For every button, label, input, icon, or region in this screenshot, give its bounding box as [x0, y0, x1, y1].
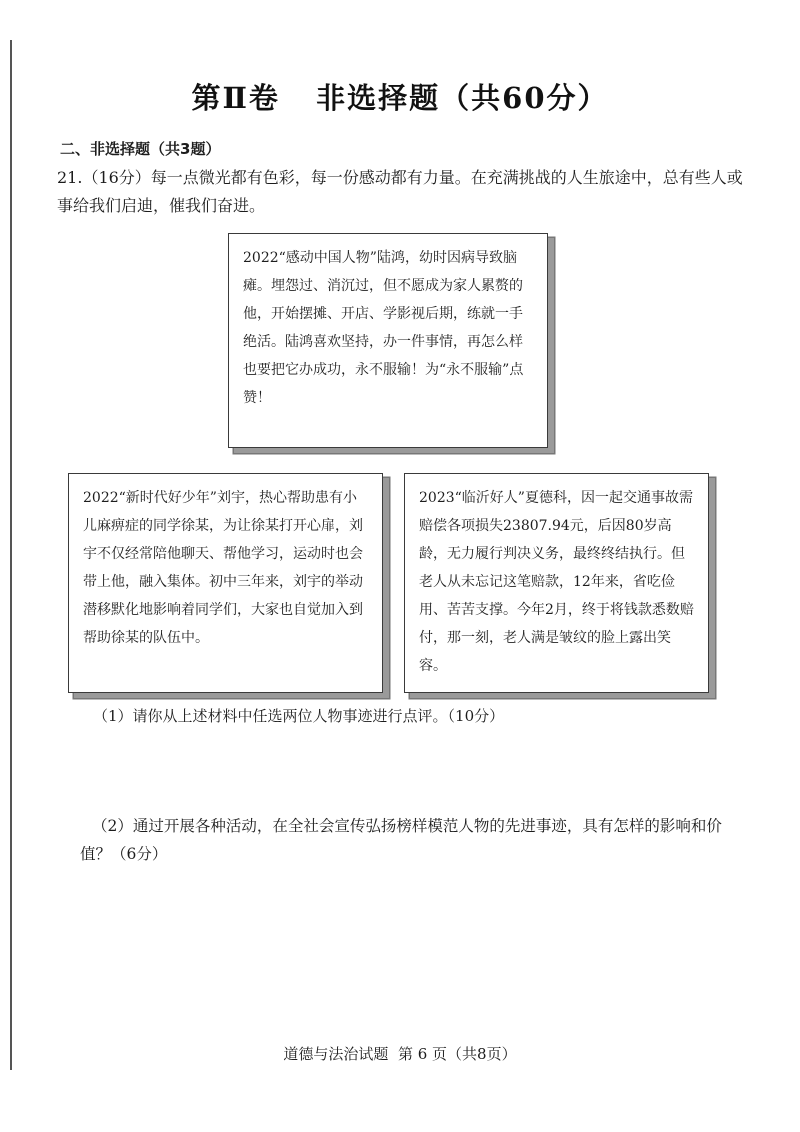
material-card-text: 2022“新时代好少年”刘宇，热心帮助患有小儿麻痹症的同学徐某，为让徐某打开心扉，刘宇不仅经常陪他聊天、帮他学习，运动时也会带上他，融入集体。初中三年来，刘宇的举动潜移默化地影响着同学们，大家也自觉加入到帮助徐某的队伍中。 — [68, 473, 383, 693]
binding-margin-line — [10, 40, 12, 1070]
material-card-text: 2022“感动中国人物”陆鸿，幼时因病导致脑瘫。埋怨过、消沉过，但不愿成为家人累赘的他，开始摆摊、开店、学影视后期，练就一手绝活。陆鸿喜欢坚持，办一件事情，再怎么样也要把它办成功，永不服输！为“永不服输”点赞！ — [228, 233, 548, 448]
section-heading: 二、非选择题（共3题） — [60, 140, 221, 158]
sub-question-2: （2）通过开展各种活动，在全社会宣传弘扬榜样模范人物的先进事迹，具有怎样的影响和价值？（6分） — [80, 817, 722, 863]
page-title: 第Ⅱ卷 非选择题（共60分） — [191, 81, 609, 115]
material-card-xia-deke — [404, 473, 709, 693]
sub-question-1: （1）请你从上述材料中任选两位人物事迹进行点评。（10分） — [93, 707, 505, 725]
question-intro: 21.（16分）每一点微光都有色彩，每一份感动都有力量。在充满挑战的人生旅途中，总有些人或事给我们启迪，催我们奋进。 — [57, 168, 743, 215]
material-card-liu-yu — [68, 473, 383, 693]
material-card-text: 2023“临沂好人”夏德科，因一起交通事故需赔偿各项损失23807.94元，后因80岁高龄，无力履行判决义务，最终终结执行。但老人从未忘记这笔赔款，12年来，省吃俭用、苦苦支撑。今年2月，终于将钱款悉数赔付，那一刻，老人满是皱纹的脸上露出笑容。 — [404, 473, 709, 693]
page-footer: 道德与法治试题 第 6 页（共8页） — [283, 1045, 517, 1063]
material-card-lu-hong — [228, 233, 548, 448]
